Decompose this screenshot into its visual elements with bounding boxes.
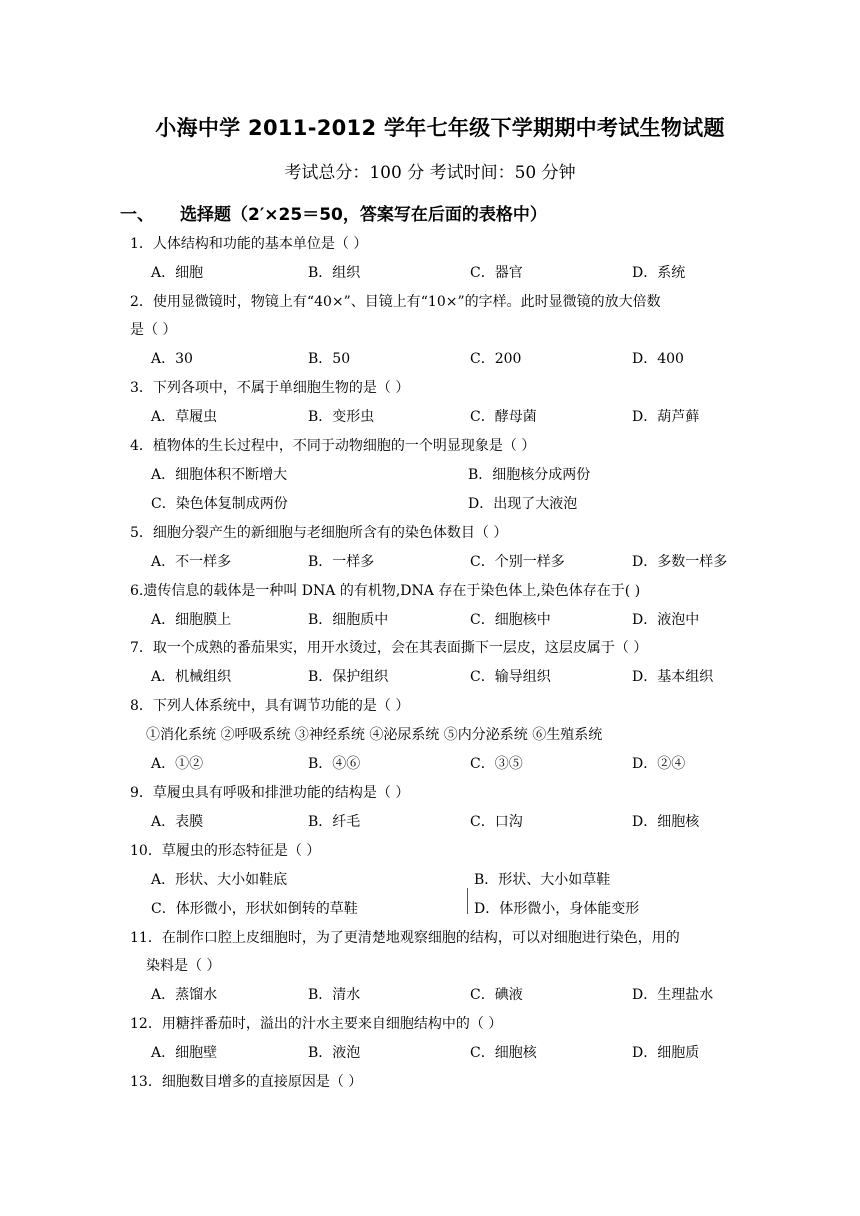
option-b: B．一样多 [308,554,375,570]
option-d: D．400 [632,351,684,367]
option-b: B．细胞核分成两份 [468,467,591,483]
option-c: C．细胞核中 [470,612,551,628]
page-title: 小海中学 2011-2012 学年七年级下学期期中考试生物试题 [155,116,725,140]
option-d: D．多数一样多 [632,554,728,570]
question-stem: 10．草履虫的形态特征是（ ） [130,843,321,859]
option-d: D．出现了大液泡 [468,496,578,512]
question-stem: 13．细胞数目增多的直接原因是（ ） [130,1074,363,1090]
option-c: C．个别一样多 [470,554,565,570]
option-c: C．细胞核 [470,1045,537,1061]
option-d: D．葫芦藓 [632,409,700,425]
section-heading [120,200,547,225]
section-number: 一、 [120,205,154,225]
option-a: A．表膜 [151,814,204,830]
option-a: A．蒸馏水 [151,987,218,1003]
option-a: A．草履虫 [151,409,218,425]
option-a: A．形状、大小如鞋底 [151,872,288,888]
option-c: C．③⑤ [470,756,523,772]
question-stem: 2．使用显微镜时，物镜上有“40×”、目镜上有“10×”的字样。此时显微镜的放大倍数 [130,294,661,310]
question-stem: 9．草履虫具有呼吸和排泄功能的结构是（ ） [130,785,410,801]
option-b: B．液泡 [308,1045,361,1061]
question-choices-list: ①消化系统 ②呼吸系统 ③神经系统 ④泌尿系统 ⑤内分泌系统 ⑥生殖系统 [146,727,603,743]
option-a: A．细胞体积不断增大 [151,467,288,483]
question-stem: 1．人体结构和功能的基本单位是（ ） [130,236,368,252]
option-b: B．变形虫 [308,409,375,425]
option-b: B．组织 [308,265,361,281]
option-a: A．①② [151,756,204,772]
option-d: D．系统 [632,265,686,281]
question-stem: 11．在制作口腔上皮细胞时，为了更清楚地观察细胞的结构，可以对细胞进行染色，用的 [130,930,680,946]
question-stem: 3．下列各项中，不属于单细胞生物的是（ ） [130,380,410,396]
option-c: C．器官 [470,265,523,281]
question-stem-continued: 染料是（ ） [146,958,221,974]
option-a: A．不一样多 [151,554,232,570]
option-d: D．基本组织 [632,669,714,685]
option-b: B．④⑥ [308,756,361,772]
option-d: D．液泡中 [632,612,700,628]
section-title: 选择题（2′×25＝50，答案写在后面的表格中） [180,205,547,225]
option-c: C．酵母菌 [470,409,537,425]
option-b: B．细胞质中 [308,612,389,628]
column-divider [467,888,468,914]
question-stem: 4．植物体的生长过程中，不同于动物细胞的一个明显现象是（ ） [130,438,536,454]
option-b: B．50 [308,351,351,367]
option-d: D．②④ [632,756,686,772]
question-stem: 7．取一个成熟的番茄果实，用开水烫过，会在其表面撕下一层皮，这层皮属于（ ） [130,640,648,656]
option-a: A．细胞膜上 [151,612,232,628]
question-stem: 5．细胞分裂产生的新细胞与老细胞所含有的染色体数目（ ） [130,525,508,541]
option-a: A．细胞壁 [151,1045,218,1061]
question-stem: 12．用糖拌番茄时，溢出的汁水主要来自细胞结构中的（ ） [130,1016,503,1032]
option-b: B．保护组织 [308,669,389,685]
option-c: C．200 [470,351,522,367]
option-c: C．染色体复制成两份 [151,496,288,512]
option-c: C．口沟 [470,814,523,830]
option-c: C．体形微小，形状如倒转的草鞋 [151,901,358,917]
option-a: A．30 [151,351,193,367]
option-c: C．碘液 [470,987,523,1003]
exam-info: 考试总分：100 分 考试时间：50 分钟 [284,163,576,183]
option-a: A．机械组织 [151,669,232,685]
option-d: D．体形微小，身体能变形 [474,901,640,917]
option-c: C．输导组织 [470,669,551,685]
option-b: B．形状、大小如草鞋 [474,872,611,888]
option-b: B．纤毛 [308,814,361,830]
option-a: A．细胞 [151,265,204,281]
option-d: D．细胞质 [632,1045,700,1061]
question-stem-continued: 是（ ） [130,322,177,338]
question-stem: 6.遗传信息的载体是一种叫 DNA 的有机物,DNA 存在于染色体上,染色体存在于( ) [130,583,641,599]
option-d: D．生理盐水 [632,987,714,1003]
question-stem: 8．下列人体系统中，具有调节功能的是（ ） [130,698,410,714]
option-d: D．细胞核 [632,814,700,830]
option-b: B．清水 [308,987,361,1003]
